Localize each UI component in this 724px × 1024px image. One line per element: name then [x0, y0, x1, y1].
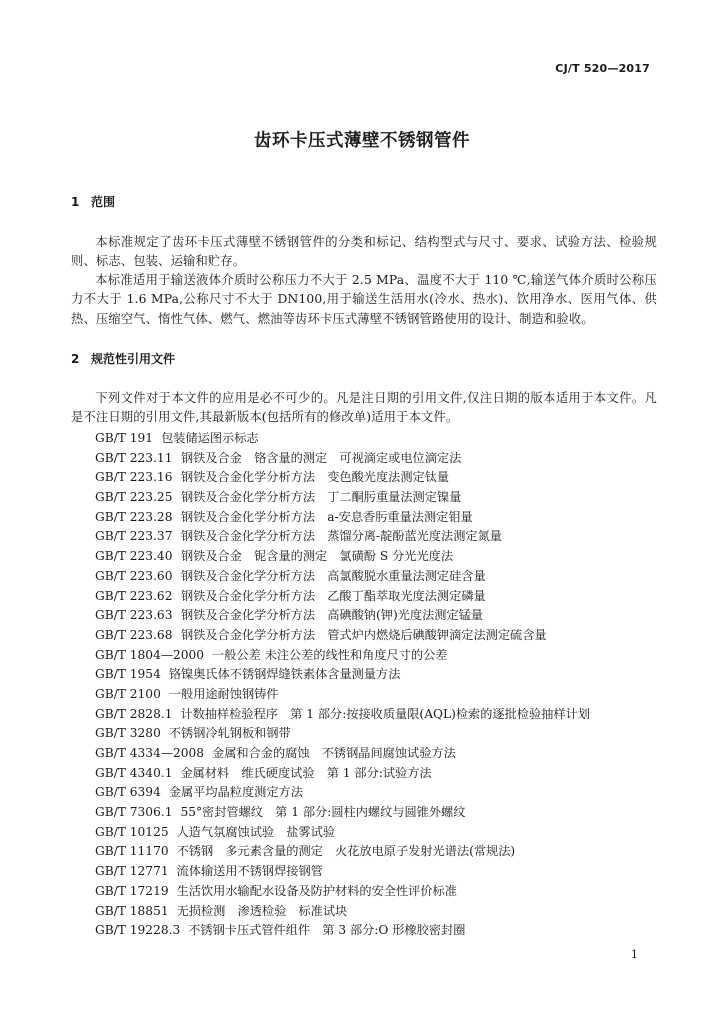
reference-item: GB/T 4334—2008 金属和合金的腐蚀 不锈钢晶间腐蚀试验方法 — [95, 746, 456, 760]
page-number: 1 — [631, 948, 638, 961]
reference-item: GB/T 3280 不锈钢冷轧钢板和钢带 — [95, 726, 291, 741]
section-2-number: 2 — [71, 352, 80, 366]
section-1-heading — [71, 193, 115, 210]
reference-item: GB/T 223.37 钢铁及合金化学分析方法 蒸馏分离-靛酚蓝光度法测定氮量 — [95, 529, 502, 544]
reference-item: GB/T 191 包装储运图示标志 — [95, 431, 259, 445]
reference-item: GB/T 223.62 钢铁及合金化学分析方法 乙酸丁酯萃取光度法测定磷量 — [95, 588, 486, 603]
reference-item: GB/T 7306.1 55°密封管螺纹 第 1 部分:圆柱内螺纹与圆锥外螺纹 — [95, 805, 466, 820]
reference-item: GB/T 223.63 钢铁及合金化学分析方法 高碘酸钠(钾)光度法测定锰量 — [95, 608, 484, 623]
reference-item: GB/T 2828.1 计数抽样检验程序 第 1 部分:按接收质量限(AQL)检索的逐批检验抽样计划 — [95, 706, 590, 721]
reference-item: GB/T 19228.3 不锈钢卡压式管件组件 第 3 部分:O 形橡胶密封圈 — [95, 923, 466, 938]
section-2-heading — [71, 350, 175, 367]
reference-item: GB/T 11170 不锈钢 多元素含量的测定 火花放电原子发射光谱法(常规法) — [95, 844, 516, 859]
reference-item: GB/T 223.68 钢铁及合金化学分析方法 管式炉内燃烧后碘酸钾滴定法测定硫含量 — [95, 627, 547, 642]
section-1-paragraph-1: 本标准规定了齿环卡压式薄壁不锈钢管件的分类和标记、结构型式与尺寸、要求、试验方法、检验规则、标志、包装、运输和贮存。 — [71, 235, 657, 269]
document-title: 齿环卡压式薄壁不锈钢管件 — [254, 131, 470, 151]
section-1-number: 1 — [71, 195, 80, 209]
section-2-intro: 下列文件对于本文件的应用是必不可少的。凡是注日期的引用文件,仅注日期的版本适用于本文件。凡是不注日期的引用文件,其最新版本(包括所有的修改单)适用于本文件。 — [71, 391, 657, 425]
reference-item: GB/T 1804—2000 一般公差 未注公差的线性和角度尺寸的公差 — [95, 647, 448, 662]
reference-item: GB/T 4340.1 金属材料 维氏硬度试验 第 1 部分:试验方法 — [95, 765, 432, 780]
section-1-paragraph-2: 本标准适用于输送液体介质时公称压力不大于 2.5 MPa、温度不大于 110 ℃,输送气体介质时公称压力不大于 1.6 MPa,公称尺寸不大于 DN100,用于输送生活用水(冷水、热水)、饮用净水、医用气体、供热、压缩空气、惰性气体、燃气、燃油等齿环卡压式薄壁不锈钢管路使用的设计、制造和验收。 — [71, 273, 657, 326]
reference-list — [95, 429, 685, 941]
reference-item: GB/T 223.16 钢铁及合金化学分析方法 变色酸光度法测定钛量 — [95, 470, 450, 485]
reference-item: GB/T 223.25 钢铁及合金化学分析方法 丁二酮肟重量法测定镍量 — [95, 490, 462, 505]
reference-item: GB/T 223.40 钢铁及合金 铌含量的测定 氯磺酚 S 分光光度法 — [95, 549, 454, 564]
reference-item: GB/T 10125 人造气氛腐蚀试验 盐雾试验 — [95, 824, 336, 839]
standard-code: CJ/T 520—2017 — [555, 62, 650, 75]
reference-item: GB/T 18851 无损检测 渗透检验 标准试块 — [95, 903, 348, 918]
reference-item: GB/T 6394 金属平均晶粒度测定方法 — [95, 785, 303, 800]
reference-item: GB/T 223.11 钢铁及合金 铬含量的测定 可视滴定或电位滴定法 — [95, 450, 462, 465]
reference-item: GB/T 17219 生活饮用水输配水设备及防护材料的安全性评价标准 — [95, 883, 457, 898]
reference-item: GB/T 223.28 钢铁及合金化学分析方法 a-安息香肟重量法测定钼量 — [95, 509, 473, 524]
reference-item: GB/T 2100 一般用途耐蚀钢铸件 — [95, 686, 279, 701]
section-1-title: 范围 — [91, 195, 116, 209]
reference-item: GB/T 1954 铬镍奥氏体不锈钢焊缝铁素体含量测量方法 — [95, 667, 401, 682]
reference-item: GB/T 223.60 钢铁及合金化学分析方法 高氯酸脱水重量法测定硅含量 — [95, 568, 486, 583]
section-2-title: 规范性引用文件 — [91, 352, 176, 366]
reference-item: GB/T 12771 流体输送用不锈钢焊接钢管 — [95, 864, 323, 879]
